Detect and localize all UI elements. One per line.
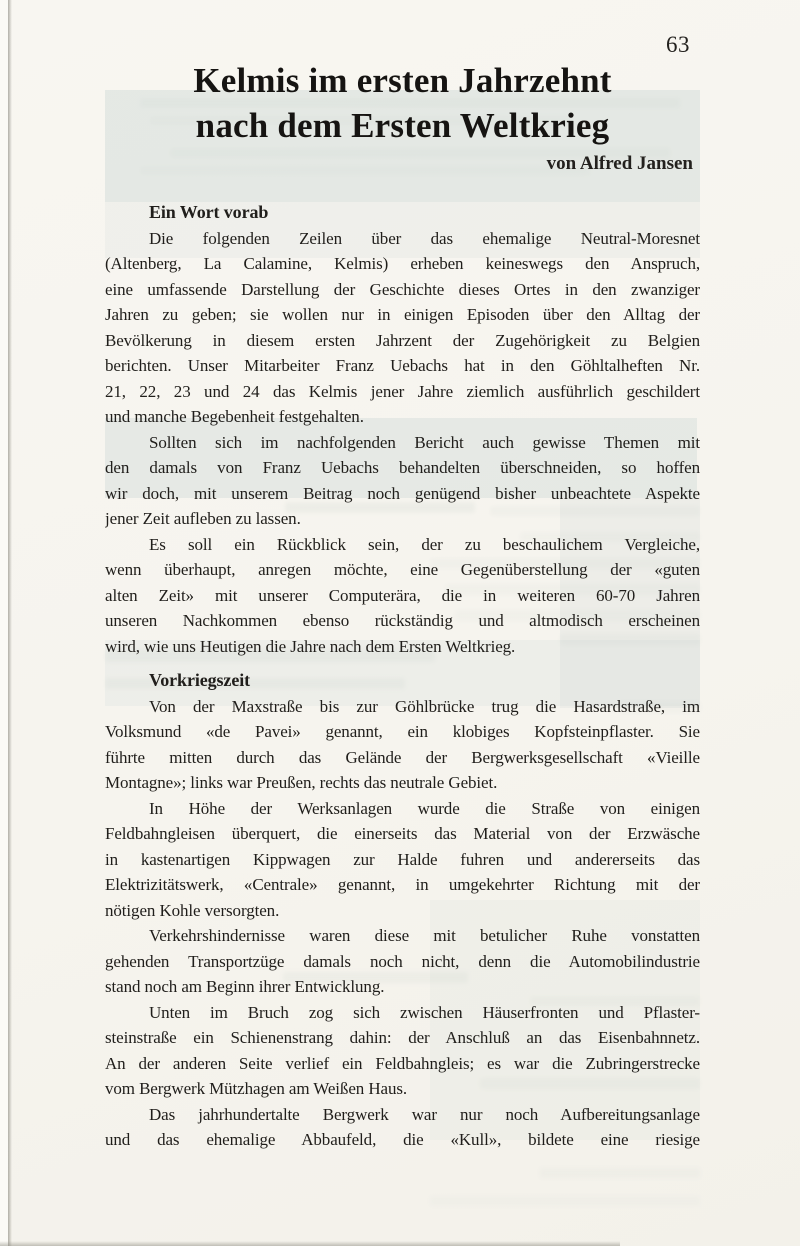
text-line: Von der Maxstraße bis zur Göhlbrücke trug die Hasardstraße, im bbox=[149, 696, 700, 716]
text-line: alten Zeit» mit unserer Computerära, die in weiteren 60-70 Jahren bbox=[105, 585, 700, 605]
byline: von Alfred Jansen bbox=[546, 153, 693, 174]
text-line: An der anderen Seite verlief ein Feldbahngleis; es war die Zubringerstrecke bbox=[105, 1053, 700, 1073]
scan-edge-bottom bbox=[0, 1241, 620, 1246]
paragraph bbox=[105, 694, 700, 796]
paragraph bbox=[105, 923, 700, 1000]
text-line: berichten. Unser Mitarbeiter Franz Uebachs hat in den Göhltalheften Nr. bbox=[105, 356, 700, 375]
text-line: Sollten sich im nachfolgenden Bericht auch gewisse Themen mit bbox=[149, 432, 700, 452]
ghost-text-line bbox=[430, 1196, 700, 1206]
text-line: führte mitten durch das Gelände der Bergwerksgesellschaft «Vieille bbox=[105, 747, 700, 767]
text-line: wenn überhaupt, anregen möchte, eine Gegenüberstellung der «guten bbox=[105, 560, 700, 579]
text-line: eine umfassende Darstellung der Geschichte dieses Ortes in den zwanziger bbox=[105, 279, 700, 299]
text-line: und manche Begebenheit festgehalten. bbox=[105, 407, 364, 426]
paragraph bbox=[105, 226, 700, 430]
text-line: in kastenartigen Kippwagen zur Halde fuhren und andererseits das bbox=[105, 849, 700, 869]
text-line: den damals von Franz Uebachs behandelten überschneiden, so hoffen bbox=[105, 458, 700, 477]
text-line: Bevölkerung in diesem ersten Jahrzent der Zugehörigkeit zu Belgien bbox=[105, 330, 700, 350]
text-line: gehenden Transportzüge damals noch nicht, denn die Automobilindustrie bbox=[105, 951, 700, 971]
text-line: Jahren zu geben; sie wollen nur in einigen Episoden über den Alltag der bbox=[105, 305, 700, 324]
title-line-2: nach dem Ersten Weltkrieg bbox=[195, 106, 610, 145]
paragraph bbox=[105, 1000, 700, 1102]
paragraph bbox=[105, 532, 700, 660]
ghost-text-line bbox=[540, 1168, 700, 1178]
content-column bbox=[105, 200, 700, 1153]
binding-shadow bbox=[8, 0, 12, 1246]
text-line: Das jahrhundertalte Bergwerk war nur noch Aufbereitungsanlage bbox=[149, 1104, 700, 1124]
section-heading: Vorkriegszeit bbox=[149, 670, 251, 690]
text-line: und das ehemalige Abbaufeld, die «Kull», bildete eine riesige bbox=[105, 1130, 700, 1149]
text-line: (Altenberg, La Calamine, Kelmis) erheben keineswegs den Anspruch, bbox=[105, 254, 700, 273]
text-line: 21, 22, 23 und 24 das Kelmis jener Jahre ziemlich ausführlich geschildert bbox=[105, 381, 700, 401]
paragraph bbox=[105, 1102, 700, 1153]
text-line: Unten im Bruch zog sich zwischen Häuserfronten und Pflaster- bbox=[149, 1002, 700, 1022]
text-line: jener Zeit aufleben zu lassen. bbox=[105, 509, 301, 528]
text-line: Montagne»; links war Preußen, rechts das neutrale Gebiet. bbox=[105, 773, 498, 792]
text-line: Es soll ein Rückblick sein, der zu beschaulichem Vergleiche, bbox=[149, 534, 700, 554]
text-line: stand noch am Beginn ihrer Entwicklung. bbox=[105, 977, 385, 996]
article-title bbox=[105, 58, 700, 148]
text-line: steinstraße ein Schienenstrang dahin: der Anschluß an das Eisenbahnnetz. bbox=[105, 1028, 700, 1047]
title-line-1: Kelmis im ersten Jahrzehnt bbox=[193, 61, 612, 100]
scan-edge-left bbox=[0, 0, 8, 1246]
text-line: Volksmund «de Pavei» genannt, ein klobiges Kopfsteinpflaster. Sie bbox=[105, 722, 700, 741]
text-line: Elektrizitätswerk, «Centrale» genannt, in umgekehrter Richtung mit der bbox=[105, 875, 700, 894]
paragraph bbox=[105, 430, 700, 532]
text-line: nötigen Kohle versorgten. bbox=[105, 900, 280, 920]
text-line: wir doch, mit unserem Beitrag noch genügend bisher unbeachtete Aspekte bbox=[105, 483, 700, 503]
text-line: unseren Nachkommen ebenso rückständig und altmodisch erscheinen bbox=[105, 611, 700, 630]
text-line: wird, wie uns Heutigen die Jahre nach dem Ersten Weltkrieg. bbox=[105, 636, 516, 656]
page-number: 63 bbox=[666, 32, 690, 57]
text-line: vom Bergwerk Mützhagen am Weißen Haus. bbox=[105, 1079, 408, 1098]
text-line: Verkehrshindernisse waren diese mit betulicher Ruhe vonstatten bbox=[149, 926, 700, 945]
text-line: Feldbahngleisen überquert, die einerseits das Material von der Erzwäsche bbox=[105, 824, 700, 843]
section-heading: Ein Wort vorab bbox=[149, 202, 269, 222]
paragraph bbox=[105, 796, 700, 924]
text-line: Die folgenden Zeilen über das ehemalige Neutral-Moresnet bbox=[149, 228, 700, 248]
text-line: In Höhe der Werksanlagen wurde die Straße von einigen bbox=[149, 798, 700, 818]
